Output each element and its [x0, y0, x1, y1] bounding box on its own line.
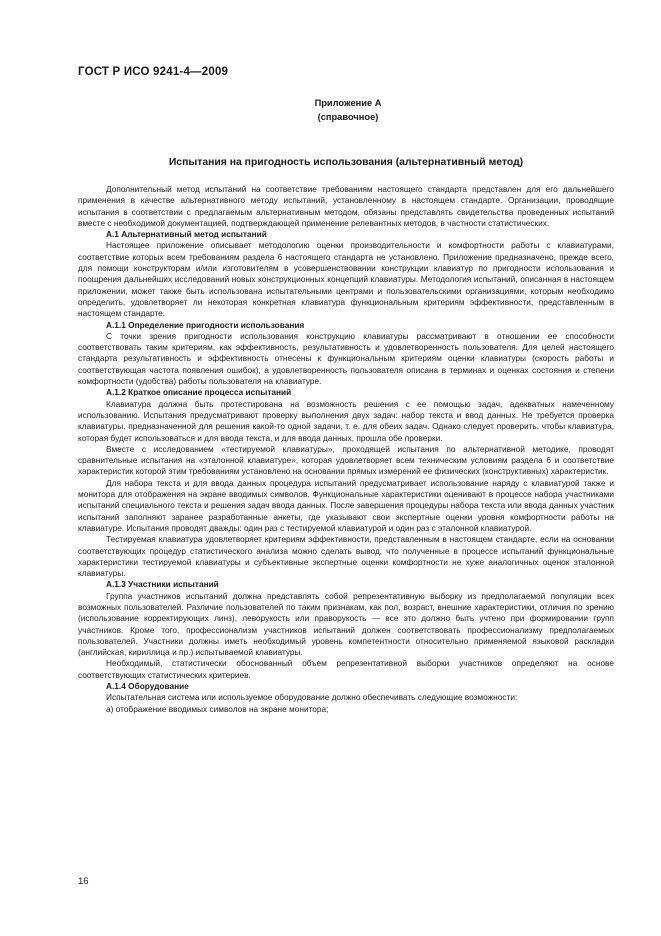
- annex-type: (справочное): [317, 112, 379, 122]
- paragraph: Необходимый, статистически обоснованный объем репрезентативной выборки участников определяют на основе соответствующих статистических критериев.: [78, 658, 614, 680]
- subsection-heading: А.1.2 Краткое описание процесса испытаний: [106, 387, 292, 398]
- subsection-heading: А.1.3 Участники испытаний: [106, 579, 219, 590]
- annex-heading: [300, 96, 396, 124]
- page-number: 16: [78, 876, 89, 887]
- paragraph: Дополнительный метод испытаний на соответствие требованиям настоящего стандарта представлен для его дальнейшего применения в качестве альтернативного методу испытаний, установленному в настоящем стандарте. Организации, проводящие испытания в соответствии с предлагаемым альтернативным методом, обязаны представлять свидетельства проведенных испытаний вместе с необходимой документацией, подтверждающей применение релевантных методов, в частности статистических.: [78, 184, 614, 228]
- section-title: Испытания на пригодность использования (альтернативный метод): [168, 157, 524, 168]
- paragraph: Испытательная система или используемое оборудование должно обеспечивать следующие возможности:: [106, 692, 518, 703]
- subsection-heading: А.1 Альтернативный метод испытаний: [106, 229, 267, 240]
- subsection-heading: А.1.4 Оборудование: [106, 681, 189, 692]
- paragraph: Клавиатура должна быть протестирована на возможность решения с ее помощью задач, адекватных намеченному использованию. Испытания предусматривают проверку выполнения двух задач: набор текста и ввод данных. Не требуется проверка клавиатуры, предназначенной для решения какой-то одной задачи, т. е. для обеих задач. Однако следует проверить, чтобы клавиатура, которая будет использоваться и для ввода текста, и для ввода данных, прошла обе проверки.: [78, 398, 614, 443]
- paragraph: а) отображение вводимых символов на экране монитора;: [106, 703, 329, 714]
- paragraph: Настоящее приложение описывает методологию оценки производительности и комфортности работы с клавиатурами, соответствие которых всем требованиям раздела 6 настоящего стандарта не установлено. Приложение предназначено, прежде всего, для помощи конструкторам и/или изготовителям в усовершенствовании конструкции клавиатур по пригодности использования и поощрения дальнейших исследований новых конструкционных концепций клавиатуры. Методология испытаний, описанная в настоящем приложении, может также быть использована испытательными центрами и пользовательскими организациями, которым необходимо определить, удовлетворяет ли некоторая конкретная клавиатура функциональным критериям эффективности, представленным в настоящем стандарте.: [78, 240, 614, 319]
- paragraph: Вместе с исследованием «тестируемой клавиатуры», проходящей испытания по альтернативной методике, проводят сравнительные испытания на «эталонной клавиатуре», которая удовлетворяет всем техническим условиям раздела 6 и соответствие характеристик которой этим требованиям установлено на основании прямых измерений ее физических (конструктивных) характеристик.: [78, 443, 614, 477]
- annex-title: Приложение А: [314, 98, 382, 108]
- subsection-heading: А.1.1 Определение пригодности использования: [106, 319, 305, 330]
- paragraph: С точки зрения пригодности использования конструкцию клавиатуры рассматривают в отношении ее способности соответствовать таким критериям, как эффективность, результативность и удовлетворенность пользователя. Для целей настоящего стандарта результативность и эффективность отнесены к функциональным критериям оценки клавиатуры (скорость работы и соответствующая частота появления ошибок), а удовлетворенность пользователя описана в терминах и оценках состояния и степени комфортности (удобства) работы пользователя на клавиатуре.: [78, 330, 614, 387]
- paragraph: Группа участников испытаний должна представлять собой репрезентативную выборку из предполагаемой популяции всех возможных пользователей. Различие пользователей по таким признакам, как пол, возраст, внешние характеристики, отличия по зрению (использование корректирующих линз), леворукость или праворукость — все это должно быть учтено при формировании групп участников. Кроме того, профессионализм участников испытаний должен соответствовать профессионализму предполагаемых пользователей. Участники должны иметь необходимый уровень компетентности относительно применяемой языковой раскладки (английская, кириллица и пр.) испытываемой клавиатуры.: [78, 590, 614, 658]
- standard-header: ГОСТ Р ИСО 9241-4—2009: [78, 66, 229, 78]
- paragraph: Тестируемая клавиатура удовлетворяет критериям эффективности, представленным в настоящем стандарте, если на основании соответствующих процедур статистического анализа можно сделать вывод, что полученные в процессе испытаний функциональные характеристики тестируемой клавиатуры и субъективные экспертные оценки комфортности не хуже аналогичных оценок эталонной клавиатуры.: [78, 534, 614, 579]
- paragraph: Для набора текста и для ввода данных процедура испытаний предусматривает использование наряду с клавиатурой также и монитора для отображения на экране вводимых символов. Функциональные характеристики оценивают в процессе набора участниками испытаний специального текста и решения задач ввода данных. После завершения процедуры набора текста или ввода данных участник испытаний заполняют заранее разработанные анкеты, где указывают свои экспертные оценки уровня комфортности работы на клавиатуре. Испытания проводят дважды: один раз с тестируемой клавиатурой и один раз с эталонной клавиатурой.: [78, 477, 614, 533]
- document-body: [78, 184, 614, 715]
